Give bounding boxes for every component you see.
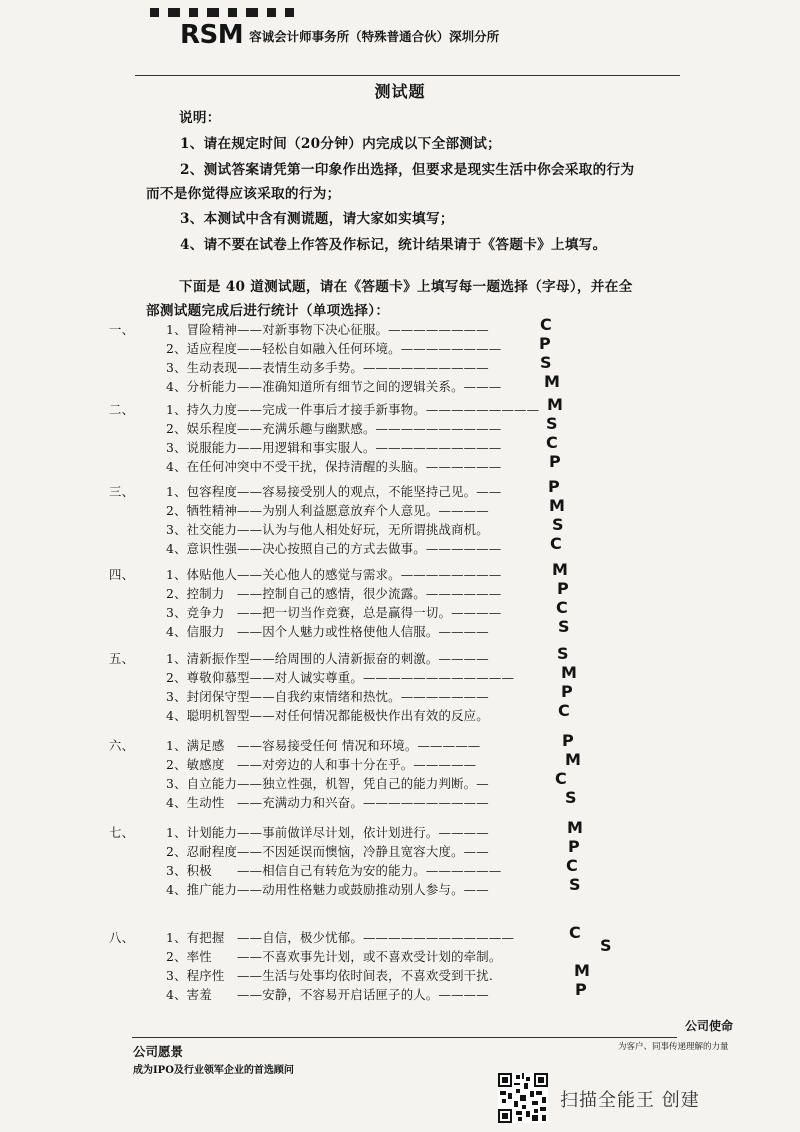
- answer-letter: S: [540, 353, 552, 372]
- question-line: [166, 457, 501, 475]
- answer-letter: C: [555, 769, 567, 788]
- question-text: 4、信服力 ——因个人魅力或性格使他人信服。————: [166, 624, 489, 639]
- answer-letter: P: [561, 682, 573, 701]
- question-text: 1、冒险精神——对新事物下决心征服。————————: [166, 322, 489, 337]
- answer-letter: M: [561, 663, 577, 682]
- answer-letter: M: [574, 961, 590, 980]
- answer-letter: P: [539, 334, 551, 353]
- question-text: 4、推广能力——动用性格魅力或鼓励推动别人参与。——: [166, 882, 489, 897]
- question-text: 3、竞争力 ——把一切当作竞赛，总是赢得一切。————: [166, 605, 502, 620]
- question-line: [109, 482, 502, 500]
- answer-letter: S: [558, 617, 570, 636]
- question-text: 2、娱乐程度——充满乐趣与幽默感。——————————: [166, 421, 502, 436]
- registration-marks: [150, 8, 294, 17]
- question-text: 1、清新振作型——给周围的人清新振奋的刺激。————: [166, 651, 489, 666]
- answer-letter: S: [565, 788, 577, 807]
- question-text: 2、适应程度——轻松自如融入任何环境。————————: [166, 341, 502, 356]
- question-text: 3、封闭保守型——自我约束情绪和热忱。———————: [166, 689, 489, 704]
- question-line: [166, 584, 501, 602]
- question-line: [166, 622, 489, 640]
- answer-letter: C: [566, 856, 578, 875]
- question-line: [109, 400, 540, 418]
- mission-text: 为客户、同事传递理解的力量: [618, 1042, 729, 1052]
- question-text: 2、敏感度 ——对旁边的人和事十分在乎。—————: [166, 757, 477, 772]
- firm-name: 容诚会计师事务所（特殊普通合伙）深圳分所: [249, 29, 500, 44]
- answer-letter: P: [548, 477, 560, 496]
- question-text: 4、分析能力——准确知道所有细节之间的逻辑关系。———: [166, 379, 502, 394]
- question-line: [109, 649, 489, 667]
- instruction-item-2: 2、测试答案请凭第一印象作出选择，但要求是现实生活中你会采取的行为: [180, 162, 635, 178]
- vision-title: 公司愿景: [133, 1044, 184, 1059]
- question-line: [166, 358, 489, 376]
- answer-letter: P: [562, 731, 574, 750]
- answer-letter: M: [565, 750, 581, 769]
- question-line: [109, 928, 515, 946]
- question-line: [109, 823, 489, 841]
- question-line: [166, 438, 501, 456]
- question-line: [166, 706, 489, 724]
- answer-letter: S: [569, 875, 581, 894]
- answer-letter: C: [550, 534, 562, 553]
- instruction-item-4: 4、请不要在试卷上作答及作标记，统计结果请于《答题卡》上填写。: [180, 237, 607, 253]
- group-number: 六、: [109, 738, 135, 753]
- page-title: 测试题: [374, 82, 426, 101]
- question-line: [166, 755, 476, 773]
- question-text: 4、在任何冲突中不受干扰，保持清醒的头脑。——————: [166, 459, 502, 474]
- instructions-heading: 说明：: [179, 110, 221, 126]
- question-text: 2、尊敬仰慕型——对人诚实尊重。————————————: [166, 670, 515, 685]
- intro-line-2: 部测试题完成后进行统计（单项选择）：: [146, 303, 390, 319]
- answer-letter: P: [549, 452, 561, 471]
- question-line: [166, 793, 489, 811]
- question-line: [166, 687, 489, 705]
- question-line: [166, 520, 489, 538]
- answer-letter: C: [540, 315, 552, 334]
- question-line: [166, 668, 514, 686]
- answer-letter: M: [552, 560, 568, 579]
- question-text: 4、意识性强——决心按照自己的方式去做事。——————: [166, 541, 502, 556]
- group-number: 八、: [109, 930, 135, 945]
- group-number: 五、: [109, 651, 135, 666]
- question-text: 3、社交能力——认为与他人相处好玩，无所谓挑战商机。: [166, 522, 489, 537]
- instruction-item-1: 1、请在规定时间（20分钟）内完成以下全部测试；: [180, 136, 502, 152]
- answer-letter: C: [556, 598, 568, 617]
- mission-title: 公司使命: [685, 1019, 734, 1033]
- question-text: 4、生动性 ——充满动力和兴奋。——————————: [166, 795, 489, 810]
- answer-letter: M: [567, 818, 583, 837]
- answer-letter: P: [568, 837, 580, 856]
- question-text: 4、害羞 ——安静，不容易开启话匣子的人。————: [166, 987, 489, 1002]
- question-text: 1、体贴他人——关心他人的感觉与需求。————————: [166, 567, 502, 582]
- question-line: [166, 501, 489, 519]
- rsm-logo: RSM: [180, 20, 244, 50]
- question-text: 2、控制力 ——控制自己的感情，很少流露。——————: [166, 586, 502, 601]
- answer-letter: C: [569, 923, 581, 942]
- question-text: 3、生动表现——表情生动多手势。——————————: [166, 360, 489, 375]
- question-line: [166, 377, 501, 395]
- answer-letter: C: [546, 433, 558, 452]
- question-text: 2、率性 ——不喜欢事先计划，或不喜欢受计划的牵制。: [166, 949, 502, 964]
- question-text: 2、忍耐程度——不因延误而懊恼，冷静且宽容大度。——: [166, 844, 489, 859]
- question-text: 1、满足感 ——容易接受任何 情况和环境。—————: [166, 738, 481, 753]
- answer-letter: M: [549, 496, 565, 515]
- question-text: 3、积极 ——相信自己有转危为安的能力。——————: [166, 863, 502, 878]
- question-line: [166, 966, 493, 984]
- group-number: 七、: [109, 825, 135, 840]
- question-text: 1、持久力度——完成一件事后才接手新事物。—————————: [166, 402, 540, 417]
- question-line: [166, 985, 489, 1003]
- question-text: 1、计划能力——事前做详尽计划，依计划进行。————: [166, 825, 489, 840]
- question-text: 3、说服能力——用逻辑和事实服人。——————————: [166, 440, 502, 455]
- group-number: 一、: [109, 322, 135, 337]
- question-line: [166, 603, 501, 621]
- footer-divider: [132, 1037, 677, 1038]
- header-divider: [135, 75, 680, 76]
- answer-letter: C: [558, 701, 570, 720]
- answer-letter: M: [544, 372, 560, 391]
- question-text: 1、包容程度——容易接受别人的观点，不能坚持己见。——: [166, 484, 502, 499]
- question-line: [166, 539, 501, 557]
- instruction-item-3: 3、本测试中含有测谎题，请大家如实填写；: [180, 211, 454, 227]
- answer-letter: S: [546, 414, 558, 433]
- answer-letter: S: [600, 936, 612, 955]
- answer-letter: M: [547, 395, 563, 414]
- letterhead: [180, 22, 499, 48]
- question-line: [109, 565, 502, 583]
- question-line: [109, 320, 489, 338]
- question-line: [166, 774, 489, 792]
- group-number: 三、: [109, 484, 135, 499]
- question-text: 1、有把握 ——自信，极少忧郁。————————————: [166, 930, 515, 945]
- instruction-item-2-cont: 而不是你觉得应该采取的行为；: [146, 186, 341, 202]
- intro-line-1: 下面是 40 道测试题，请在《答题卡》上填写每一题选择（字母），并在全: [179, 279, 633, 295]
- question-line: [166, 339, 501, 357]
- question-text: 2、牺牲精神——为别人利益愿意放弃个人意见。————: [166, 503, 489, 518]
- scanner-watermark: 扫描全能王 创建: [560, 1090, 700, 1111]
- group-number: 二、: [109, 402, 135, 417]
- answer-letter: P: [575, 980, 587, 999]
- vision-text: 成为IPO及行业领军企业的首选顾问: [133, 1065, 294, 1076]
- question-text: 3、自立能力——独立性强，机智，凭自己的能力判断。—: [166, 776, 489, 791]
- question-text: 3、程序性 ——生活与处事均依时间表，不喜欢受到干扰.: [166, 968, 493, 983]
- answer-letter: S: [557, 644, 569, 663]
- question-line: [166, 861, 501, 879]
- question-line: [166, 419, 501, 437]
- question-text: 4、聪明机智型——对任何情况都能极快作出有效的反应。: [166, 708, 489, 723]
- answer-letter: P: [557, 579, 569, 598]
- question-line: [109, 736, 481, 754]
- question-line: [166, 842, 489, 860]
- group-number: 四、: [109, 567, 135, 582]
- qr-code-icon: [498, 1073, 548, 1123]
- answer-letter: S: [552, 515, 564, 534]
- question-line: [166, 947, 501, 965]
- question-line: [166, 880, 489, 898]
